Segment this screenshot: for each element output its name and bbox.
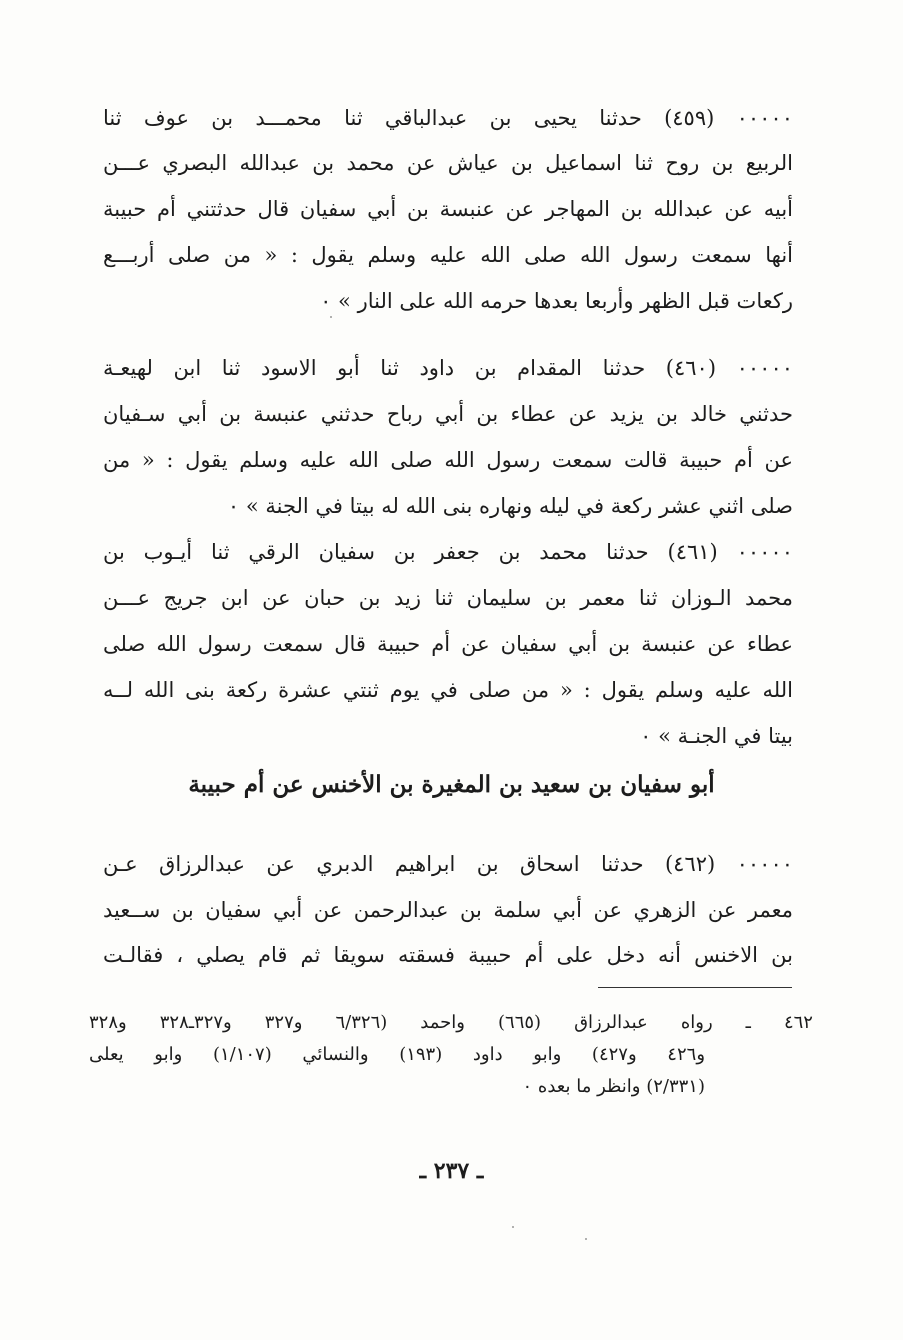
footnote-line: ٤٦٢ ـ رواه عبدالرزاق (٦٦٥) واحمد (٦/٣٢٦ و٣٢٧ و٣٢٧ـ٣٢٨ و٣٢٨	[89, 1012, 813, 1033]
footnote-separator	[598, 987, 792, 988]
text-line: عن أم حبيبة قالت سمعت رسول الله صلى الله عليه وسلم يقول : « من	[103, 448, 793, 472]
text-line: الله عليه وسلم يقول : « من صلى في يوم ثنتي عشرة ركعة بنى الله لــه	[103, 678, 793, 702]
text-line: ٠٠٠٠٠ (٤٦٢) حدثنا اسحاق بن ابراهيم الدبري عن عبدالرزاق عـن	[103, 852, 793, 876]
text-line: بن الاخنس أنه دخل على أم حبيبة فسقته سويقا ثم قام يصلي ، فقالـت	[103, 943, 793, 967]
text-line: عطاء عن عنبسة بن أبي سفيان عن أم حبيبة قال سمعت رسول الله صلى	[103, 632, 793, 656]
text-line: ٠٠٠٠٠ (٤٥٩) حدثنا يحيى بن عبدالباقي ثنا محمـــد بن عوف ثنا	[103, 106, 793, 130]
text-line: ركعات قبل الظهر وأربعا بعدها حرمه الله على النار » ٠	[320, 289, 793, 313]
text-line: محمد الـوزان ثنا معمر بن سليمان ثنا زيد بن حبان عن ابن جريج عـــن	[103, 586, 793, 610]
scan-speck	[585, 1238, 587, 1240]
page-number: ـ ٢٣٧ ـ	[419, 1158, 484, 1184]
text-line: بيتا في الجنـة » ٠	[640, 724, 793, 748]
scan-speck	[512, 1226, 514, 1228]
footnote-line: و٤٢٦ و٤٢٧) وابو داود (١٩٣) والنسائي (١/١٠٧) وابو يعلى	[89, 1044, 705, 1065]
scan-speck	[330, 316, 332, 318]
section-heading: أبو سفيان بن سعيد بن المغيرة بن الأخنس عن أم حبيبة	[188, 771, 715, 798]
text-line: ٠٠٠٠٠ (٤٦٠) حدثنا المقدام بن داود ثنا أبو الاسود ثنا ابن لهيعـة	[103, 356, 793, 380]
text-line: أبيه عن عبدالله بن المهاجر عن عنبسة بن أبي سفيان قال حدثتني أم حبيبة	[103, 197, 793, 221]
text-line: حدثني خالد بن يزيد عن عطاء بن أبي رباح حدثني عنبسة بن أبي سـفيان	[103, 402, 793, 426]
text-line: ٠٠٠٠٠ (٤٦١) حدثنا محمد بن جعفر بن سفيان الرقي ثنا أيـوب بن	[103, 540, 793, 564]
text-line: معمر عن الزهري عن أبي سلمة بن عبدالرحمن عن أبي سفيان بن ســعيد	[103, 898, 793, 922]
text-line: أنها سمعت رسول الله صلى الله عليه وسلم يقول : « من صلى أربـــع	[103, 243, 793, 267]
text-line: صلى اثني عشر ركعة في ليله ونهاره بنى الله له بيتا في الجنة » ٠	[227, 494, 793, 518]
text-line: الربيع بن روح ثنا اسماعيل بن عياش عن محمد بن عبدالله البصري عـــن	[103, 151, 793, 175]
footnote-line: (٢/٣٣١) وانظر ما بعده ٠	[522, 1076, 705, 1097]
